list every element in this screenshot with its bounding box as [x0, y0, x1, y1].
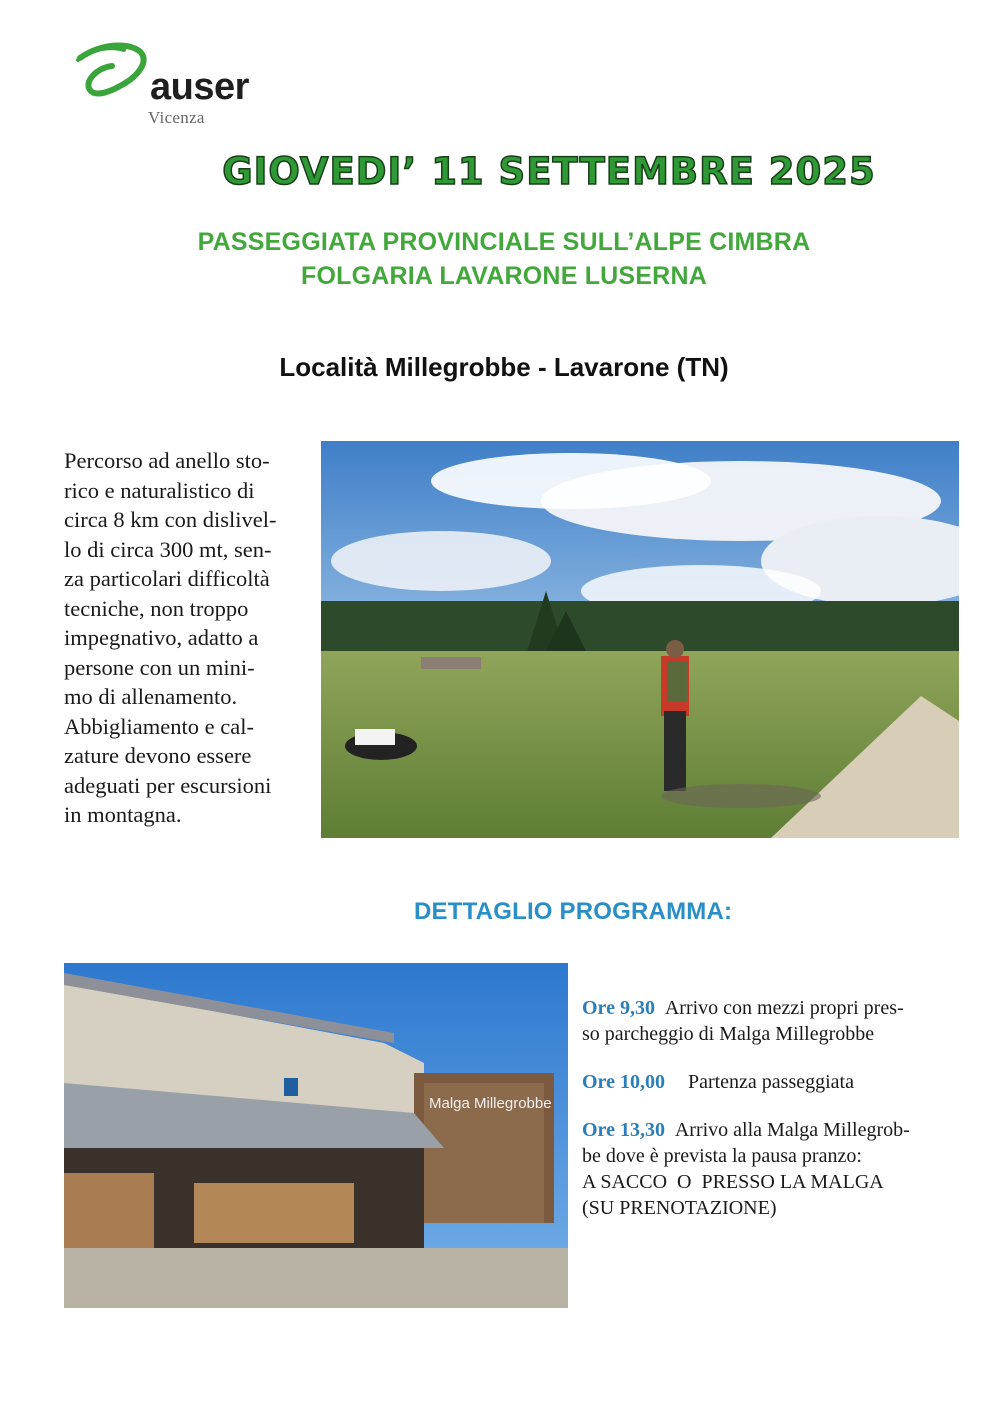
description-line: in montagna.	[64, 802, 182, 827]
description-line: mo di allenamento.	[64, 684, 238, 709]
schedule-entry	[582, 995, 972, 1047]
schedule-line	[582, 995, 972, 1021]
schedule-text: Arrivo alla Malga Millegrob-	[674, 1119, 910, 1141]
schedule-entry	[582, 1069, 972, 1095]
schedule-text: so parcheggio di Malga Millegrobbe	[582, 1023, 875, 1045]
schedule-time: Ore 13,30	[582, 1119, 665, 1141]
description-line: adeguati per escursioni	[64, 772, 272, 798]
event-location: Località Millegrobbe - Lavarone (TN)	[279, 352, 729, 382]
schedule-line	[582, 1069, 972, 1095]
description-line: za particolari difficoltà	[64, 566, 270, 591]
description-line: Percorso ad anello sto-	[64, 448, 270, 473]
schedule-line	[582, 1117, 972, 1143]
description-line: impegnativo, adatto a	[64, 625, 259, 650]
schedule-text: be dove è prevista la pausa pranzo:	[582, 1145, 862, 1167]
schedule-entry	[582, 1117, 972, 1221]
description-line: zature devono essere	[64, 743, 252, 768]
logo-wordmark: auser	[150, 66, 249, 108]
meadow-hiker-photo	[321, 441, 959, 838]
schedule-time: Ore 10,00	[582, 1071, 665, 1093]
route-description	[64, 446, 320, 830]
event-subtitle-line1: PASSEGGIATA PROVINCIALE SULL’ALPE CIMBRA	[197, 228, 811, 256]
description-line: lo di circa 300 mt, sen-	[64, 536, 272, 562]
hut-sign-text: Malga Millegrobbe	[429, 1095, 552, 1112]
schedule-text: Partenza passeggiata	[687, 1071, 854, 1093]
program-schedule	[582, 995, 972, 1243]
logo-subtitle: Vicenza	[148, 108, 205, 127]
event-date-title: GIOVEDI’ 11 SETTEMBRE 2025	[222, 150, 876, 193]
description-line: tecniche, non troppo	[64, 595, 249, 621]
auser-logo	[72, 40, 272, 130]
schedule-time: Ore 9,30	[582, 997, 655, 1019]
schedule-text: (SU PRENOTAZIONE)	[582, 1197, 777, 1219]
description-line: rico e naturalistico di	[64, 477, 255, 503]
schedule-text: Arrivo con mezzi propri pres-	[664, 997, 904, 1019]
description-line: persone con un mini-	[64, 654, 255, 680]
malga-hut-photo	[64, 963, 568, 1308]
event-subtitle-line2: FOLGARIA LAVARONE LUSERNA	[301, 262, 707, 290]
schedule-text: A SACCO O PRESSO LA MALGA	[582, 1171, 884, 1193]
description-line: Abbigliamento e cal-	[64, 713, 254, 739]
program-heading: DETTAGLIO PROGRAMMA:	[414, 898, 733, 925]
description-line: circa 8 km con dislivel-	[64, 507, 277, 532]
